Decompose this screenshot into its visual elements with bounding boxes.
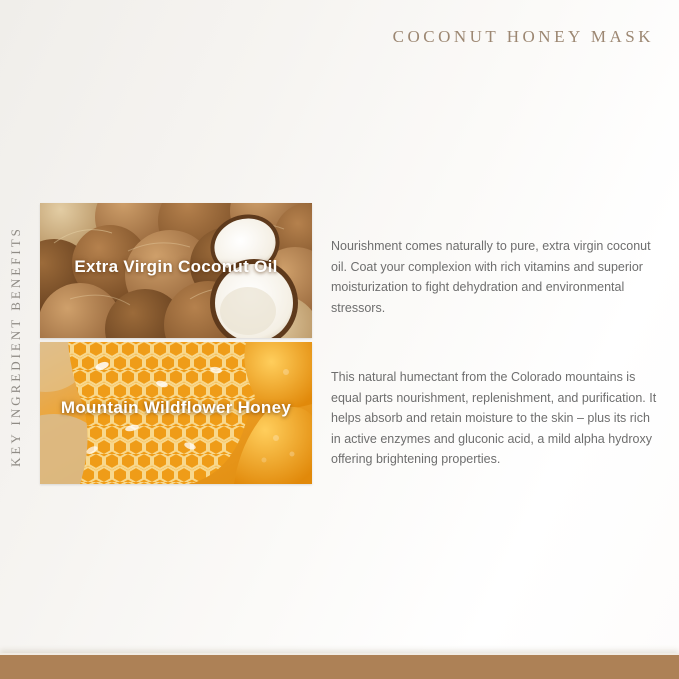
honey-photo-label: Mountain Wildflower Honey <box>60 398 292 417</box>
honey-photo <box>40 342 312 484</box>
coconut-oil-photo <box>40 203 312 338</box>
page-title: COCONUT HONEY MASK <box>392 27 654 46</box>
side-label-key-ingredient-benefits: KEY INGREDIENT BENEFITS <box>8 226 23 467</box>
coconut-photo-label: Extra Virgin Coconut Oil <box>74 257 278 276</box>
footer-accent-bar <box>0 653 679 679</box>
honey-description: This natural humectant from the Colorado mountains is equal parts nourishment, replenishment, and purification. It helps absorb and retain moisture to the skin – plus its rich in active enzymes and gluconic acid, a mild alpha hydroxy offering brightening properties. <box>331 370 657 466</box>
coconut-oil-description: Nourishment comes naturally to pure, extra virgin coconut oil. Coat your complexion with rich vitamins and superior moisturization to fight dehydration and environmental stressors. <box>331 239 651 315</box>
